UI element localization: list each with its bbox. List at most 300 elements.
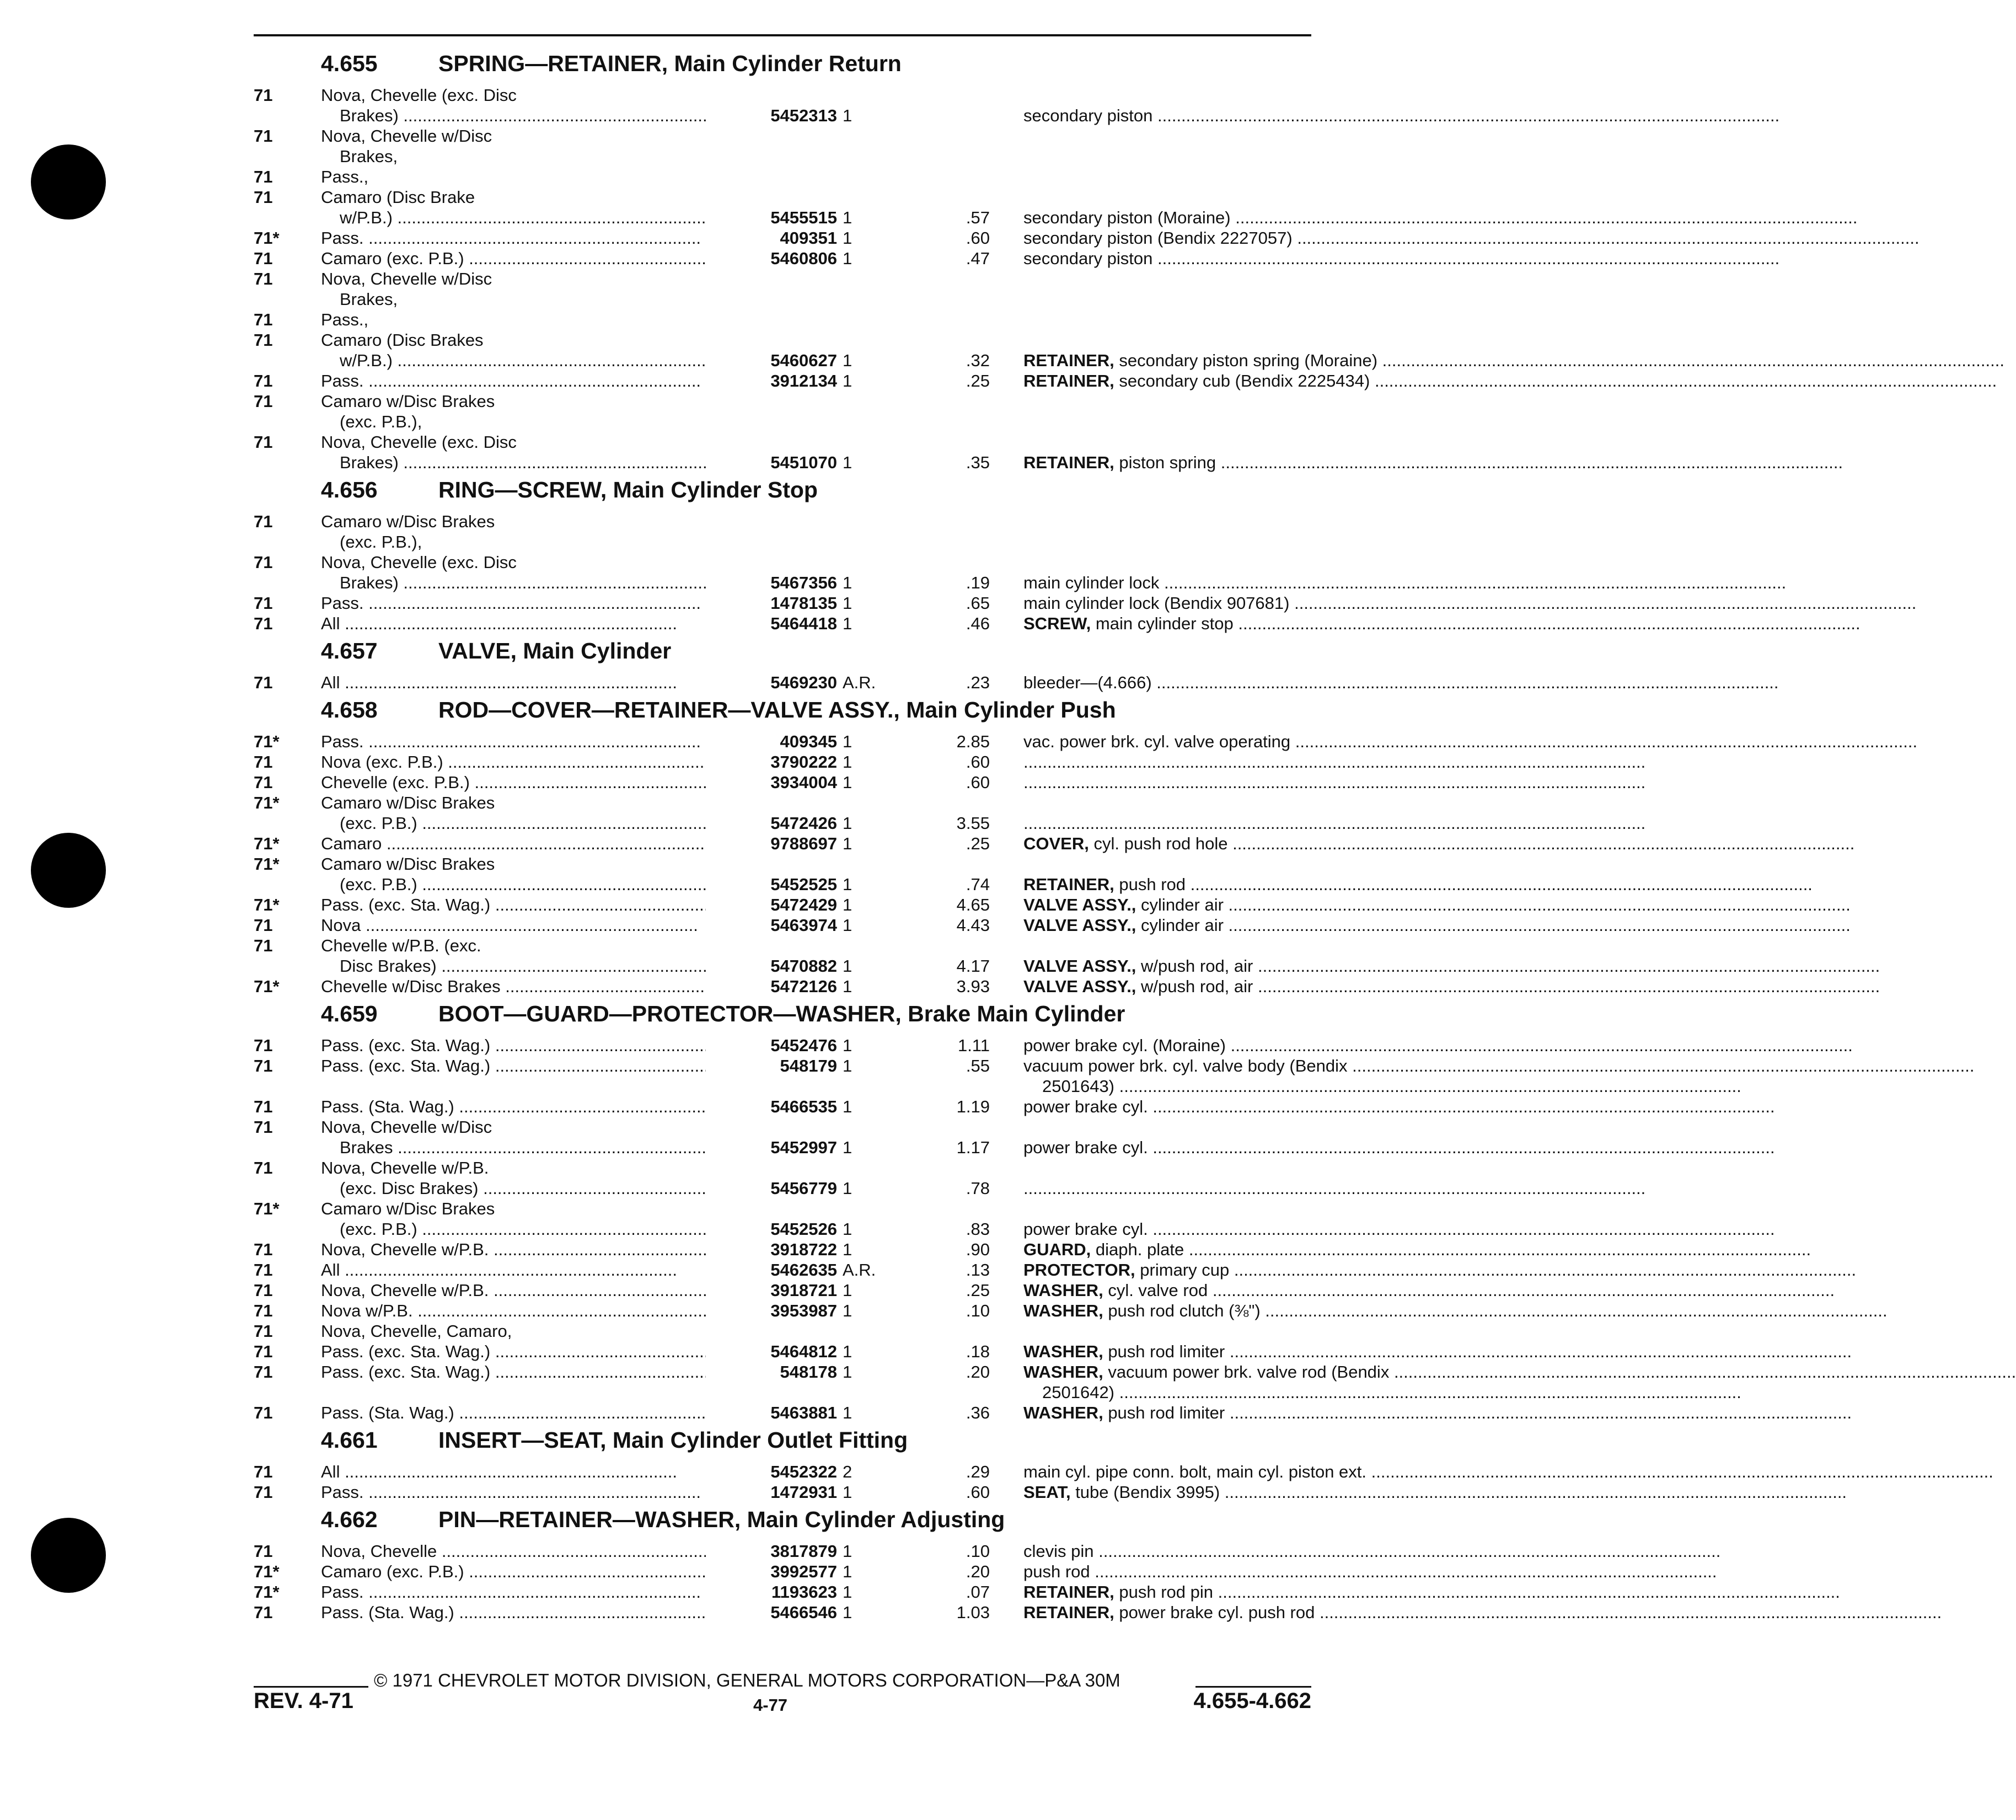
description — [1023, 895, 1312, 915]
part-number: 5455515 — [706, 207, 837, 228]
quantity: 1 — [843, 208, 852, 227]
application: Chevelle w/P.B. (exc. — [321, 936, 481, 955]
parts-row — [254, 371, 1370, 391]
description-part-name: VALVE ASSY., — [1023, 956, 1136, 976]
description-text: vac. power brk. cyl. valve operating — [1023, 732, 1291, 751]
application: Brakes, — [340, 147, 398, 166]
part-number: 3790222 — [706, 752, 837, 772]
parts-row — [254, 1462, 1367, 1482]
part-number: 5456779 — [706, 1178, 837, 1198]
model-year: 71 — [254, 1036, 273, 1055]
description-part-name: VALVE ASSY., — [1023, 977, 1136, 996]
description — [1023, 350, 1378, 371]
parts-row — [254, 1239, 1312, 1260]
model-year: 71 — [254, 167, 273, 186]
application: Nova, Chevelle w/P.B. — [321, 1158, 489, 1177]
quantity: 1 — [843, 1138, 852, 1157]
application: Nova, Chevelle (exc. Disc — [321, 553, 517, 572]
parts-row — [254, 1602, 1315, 1623]
quantity: 1 — [843, 1342, 852, 1361]
application: Pass. (exc. Sta. Wag.) ..... — [321, 895, 823, 915]
section-number: 4.658 — [321, 697, 378, 722]
model-year: 71 — [254, 752, 273, 772]
model-year: 71 — [254, 773, 273, 792]
parts-row — [254, 1321, 1312, 1341]
description-text: vacuum power brk. valve rod (Bendix — [1108, 1362, 1390, 1382]
parts-row — [254, 813, 1312, 833]
application: (exc. P.B.) ..... — [340, 1219, 823, 1239]
description-part-name: RETAINER, — [1023, 1603, 1114, 1622]
part-number: 5469230 — [706, 672, 837, 693]
quantity: 1 — [843, 1482, 852, 1502]
part-number: 5452322 — [706, 1462, 837, 1482]
part-number: 5452997 — [706, 1137, 837, 1158]
quantity: 1 — [843, 956, 852, 976]
description — [1023, 613, 1312, 634]
description-part-name: WASHER, — [1023, 1281, 1103, 1300]
parts-row — [254, 167, 1312, 187]
description-text: secondary piston — [1023, 249, 1153, 268]
description-text: w/push rod, air — [1141, 956, 1253, 976]
application: Nova, Chevelle, Camaro, — [321, 1321, 512, 1341]
part-number: 5462635 — [706, 1260, 837, 1280]
parts-row — [254, 1219, 1312, 1239]
description-part-name: RETAINER, — [1023, 875, 1114, 894]
part-number: 5452476 — [706, 1035, 837, 1056]
price: .60 — [966, 773, 990, 792]
parts-row — [254, 105, 1312, 126]
part-number: 5460806 — [706, 248, 837, 269]
description — [1042, 1382, 1331, 1403]
model-year: 71* — [254, 732, 280, 751]
description — [1023, 1280, 1312, 1300]
model-year: 71 — [254, 553, 273, 572]
part-number: 1478135 — [706, 593, 837, 613]
application: Pass. ..... — [321, 228, 823, 248]
part-number: 3912134 — [706, 371, 837, 391]
description — [1023, 1582, 1312, 1602]
parts-row — [254, 309, 1312, 330]
price: 1.17 — [956, 1138, 990, 1157]
description — [1023, 1462, 1367, 1482]
parts-row — [254, 672, 1312, 693]
section-number: 4.655 — [321, 51, 378, 76]
model-year: 71 — [254, 1240, 273, 1259]
description-text: diaph. plate — [1095, 1240, 1184, 1259]
model-year: 71 — [254, 593, 273, 613]
part-number: 5466546 — [706, 1602, 837, 1623]
application: Brakes) ..... — [340, 452, 823, 473]
description-text: main cylinder stop — [1095, 614, 1234, 633]
application: Pass. ..... — [321, 1482, 823, 1502]
model-year: 71 — [254, 371, 273, 390]
application: Pass. (Sta. Wag.) ..... — [321, 1403, 823, 1423]
binder-hole-middle — [31, 833, 106, 908]
description-part-name: RETAINER, — [1023, 351, 1114, 370]
quantity: 1 — [843, 249, 852, 268]
parts-row — [254, 1198, 1312, 1219]
model-year: 71 — [254, 1362, 273, 1382]
application: Camaro w/Disc Brakes — [321, 512, 495, 531]
application: Disc Brakes) ..... — [340, 956, 823, 976]
application: Camaro w/Disc Brakes — [321, 1199, 495, 1218]
section-number: 4.656 — [321, 477, 378, 502]
price: 3.93 — [956, 977, 990, 996]
part-number: 409345 — [706, 731, 837, 752]
description-text: cylinder air — [1141, 916, 1224, 935]
description — [1023, 1341, 1312, 1362]
section-title: SPRING—RETAINER, Main Cylinder Return — [438, 51, 902, 76]
price: .65 — [966, 593, 990, 613]
parts-row — [254, 411, 1312, 432]
application: (exc. P.B.) ..... — [340, 874, 823, 895]
parts-row — [254, 1137, 1312, 1158]
quantity: 1 — [843, 614, 852, 633]
description — [1023, 1260, 1312, 1280]
description-text: push rod — [1119, 875, 1186, 894]
quantity: 1 — [843, 1179, 852, 1198]
description-leader — [1023, 813, 1312, 833]
application: Pass. (exc. Sta. Wag.) ..... — [321, 1362, 823, 1382]
description-part-name: WASHER, — [1023, 1362, 1103, 1382]
description-text: cylinder air — [1141, 895, 1224, 914]
quantity: 1 — [843, 773, 852, 792]
application: Pass. (Sta. Wag.) ..... — [321, 1096, 823, 1117]
model-year: 71 — [254, 126, 273, 146]
description-part-name: COVER, — [1023, 834, 1089, 853]
application: Camaro w/Disc Brakes — [321, 793, 495, 812]
description-text: bleeder—(4.666) — [1023, 673, 1152, 692]
description-text: vacuum power brk. cyl. valve body (Bendix — [1023, 1056, 1348, 1075]
price: .29 — [966, 1462, 990, 1481]
parts-row — [254, 593, 1312, 613]
price: .74 — [966, 875, 990, 894]
parts-row — [254, 330, 1312, 350]
price: .07 — [966, 1582, 990, 1602]
parts-row — [254, 207, 1312, 228]
quantity: 1 — [843, 1219, 852, 1239]
parts-row — [254, 187, 1312, 207]
application: Pass. ..... — [321, 371, 823, 391]
quantity: 1 — [843, 1403, 852, 1422]
description — [1023, 593, 1312, 613]
description-text: secondary piston (Bendix 2227057) — [1023, 228, 1293, 248]
description-text: cyl. push rod hole — [1093, 834, 1228, 853]
parts-row — [254, 1582, 1312, 1602]
parts-row — [254, 1482, 1312, 1502]
part-number: 5451070 — [706, 452, 837, 473]
model-year: 71* — [254, 834, 280, 853]
description-part-name: WASHER, — [1023, 1342, 1103, 1361]
parts-row — [254, 731, 1312, 752]
application: (exc. Disc Brakes) ..... — [340, 1178, 823, 1198]
description-part-name: RETAINER, — [1023, 453, 1114, 472]
model-year: 71 — [254, 1117, 273, 1137]
application: Pass. (exc. Sta. Wag.) ..... — [321, 1341, 823, 1362]
parts-row — [254, 854, 1312, 874]
parts-row — [254, 228, 1312, 248]
part-number: 3918722 — [706, 1239, 837, 1260]
model-year: 71 — [254, 392, 273, 411]
section-title: PIN—RETAINER—WASHER, Main Cylinder Adjusting — [438, 1507, 1005, 1532]
price: .60 — [966, 1482, 990, 1502]
description-text: secondary piston (Moraine) — [1023, 208, 1231, 227]
application: Camaro w/Disc Brakes — [321, 392, 495, 411]
price: .25 — [966, 834, 990, 853]
description — [1023, 1602, 1315, 1623]
description — [1023, 1362, 1390, 1382]
section-number: 4.659 — [321, 1001, 378, 1026]
description-text: secondary piston spring (Moraine) — [1119, 351, 1378, 370]
model-year: 71 — [254, 249, 273, 268]
application: Camaro (exc. P.B.) ..... — [321, 248, 823, 269]
parts-row — [254, 511, 1312, 532]
quantity: 1 — [843, 1301, 852, 1320]
parts-row — [254, 391, 1312, 411]
model-year: 71* — [254, 1199, 280, 1218]
application: Pass. (exc. Sta. Wag.) ..... — [321, 1056, 823, 1076]
description — [1023, 915, 1312, 935]
application: w/P.B.) ..... — [340, 207, 823, 228]
application: Pass., — [321, 167, 369, 186]
parts-row — [254, 1382, 1312, 1403]
part-number: 548179 — [706, 1056, 837, 1076]
description-part-name: RETAINER, — [1023, 1582, 1114, 1602]
description-text: push rod pin — [1119, 1582, 1214, 1602]
description-part-name: WASHER, — [1023, 1301, 1103, 1320]
parts-row — [254, 1260, 1312, 1280]
price: .10 — [966, 1301, 990, 1320]
section-header — [254, 634, 1312, 672]
model-year: 71 — [254, 1342, 273, 1361]
parts-row — [254, 532, 1312, 552]
parts-row — [254, 452, 1312, 473]
price: .47 — [966, 249, 990, 268]
description — [1023, 1035, 1312, 1056]
model-year: 71* — [254, 793, 280, 812]
model-year: 71 — [254, 936, 273, 955]
quantity: 1 — [843, 895, 852, 914]
part-number: 5452313 — [706, 105, 837, 126]
description-text: power brake cyl. — [1023, 1219, 1148, 1239]
description-text: 2501642) — [1042, 1383, 1115, 1402]
model-year: 71 — [254, 188, 273, 207]
part-number: 5460627 — [706, 350, 837, 371]
model-year: 71 — [254, 432, 273, 452]
application: Camaro (Disc Brakes — [321, 330, 484, 350]
quantity: 1 — [843, 732, 852, 751]
quantity: 1 — [843, 1281, 852, 1300]
price: .23 — [966, 673, 990, 692]
description-text: push rod limiter — [1108, 1403, 1225, 1422]
quantity: 1 — [843, 813, 852, 833]
model-year: 71 — [254, 673, 273, 692]
quantity: 1 — [843, 573, 852, 592]
parts-row — [254, 1280, 1312, 1300]
parts-row — [254, 956, 1312, 976]
part-number: 5470882 — [706, 956, 837, 976]
parts-row — [254, 772, 1312, 793]
quantity: A.R. — [843, 1260, 876, 1280]
parts-row — [254, 613, 1312, 634]
price: 1.11 — [957, 1036, 990, 1055]
parts-row — [254, 935, 1312, 956]
application: Nova, Chevelle (exc. Disc — [321, 85, 517, 105]
description-text: push rod clutch (⅜") — [1108, 1301, 1261, 1320]
application: Camaro (Disc Brake — [321, 188, 475, 207]
model-year: 71 — [254, 1462, 273, 1481]
quantity: 1 — [843, 834, 852, 853]
parts-row — [254, 126, 1312, 146]
quantity: 1 — [843, 916, 852, 935]
price: 4.43 — [956, 916, 990, 935]
application: Pass. ..... — [321, 731, 823, 752]
quantity: A.R. — [843, 673, 876, 692]
application: All ..... — [321, 1462, 823, 1482]
description — [1023, 1300, 1312, 1321]
description-text: clevis pin — [1023, 1541, 1094, 1561]
price: .20 — [966, 1562, 990, 1581]
section-number: 4.657 — [321, 638, 378, 663]
description — [1023, 1137, 1312, 1158]
parts-catalog-content — [254, 46, 1390, 1623]
parts-row — [254, 1362, 1390, 1382]
quantity: 1 — [843, 1603, 852, 1622]
section-header — [254, 997, 1312, 1035]
price: .36 — [966, 1403, 990, 1422]
quantity: 1 — [843, 752, 852, 772]
parts-row — [254, 895, 1312, 915]
model-year: 71 — [254, 614, 273, 633]
price: .20 — [966, 1362, 990, 1382]
model-year: 71 — [254, 1321, 273, 1341]
description-text: piston spring — [1119, 453, 1216, 472]
description — [1023, 976, 1312, 997]
description-part-name: PROTECTOR, — [1023, 1260, 1135, 1280]
parts-row — [254, 1158, 1312, 1178]
application: w/P.B.) ..... — [340, 350, 823, 371]
part-number: 3992577 — [706, 1561, 837, 1582]
top-rule — [254, 34, 1311, 36]
description — [1023, 105, 1312, 126]
application: All ..... — [321, 613, 823, 634]
description-text: secondary piston — [1023, 106, 1153, 125]
price: 2.85 — [956, 732, 990, 751]
section-header — [254, 693, 1312, 731]
description — [1023, 1561, 1312, 1582]
model-year: 71 — [254, 1403, 273, 1422]
price: 1.03 — [956, 1603, 990, 1622]
parts-row — [254, 248, 1312, 269]
part-number: 9788697 — [706, 833, 837, 854]
application: All ..... — [321, 672, 823, 693]
quantity: 1 — [843, 1097, 852, 1116]
price: .83 — [966, 1219, 990, 1239]
description — [1023, 1239, 1312, 1260]
parts-row — [254, 1035, 1312, 1056]
description-leader — [1023, 772, 1312, 793]
application: Brakes) ..... — [340, 105, 823, 126]
description — [1023, 833, 1312, 854]
description — [1023, 956, 1312, 976]
binder-hole-top — [31, 144, 106, 220]
parts-row — [254, 915, 1312, 935]
description-part-name: RETAINER, — [1023, 371, 1114, 390]
description-text: main cyl. pipe conn. bolt, main cyl. piston ext. — [1023, 1462, 1367, 1481]
section-header — [254, 473, 1312, 511]
footer-revision: REV. 4-71 — [254, 1689, 353, 1713]
description-leader — [1023, 752, 1312, 772]
footer-rule-right — [1195, 1686, 1311, 1688]
quantity: 2 — [843, 1462, 852, 1481]
footer-rule-left — [254, 1686, 368, 1688]
application: Camaro (exc. P.B.) ..... — [321, 1561, 823, 1582]
parts-row — [254, 432, 1312, 452]
price: .13 — [966, 1260, 990, 1280]
quantity: 1 — [843, 1056, 852, 1075]
application: Nova, Chevelle w/P.B. ..... — [321, 1280, 823, 1300]
application: Chevelle (exc. P.B.) ..... — [321, 772, 823, 793]
quantity: 1 — [843, 977, 852, 996]
description — [1023, 672, 1312, 693]
binder-hole-bottom — [31, 1518, 106, 1593]
model-year: 71 — [254, 1301, 273, 1320]
part-number: 5463974 — [706, 915, 837, 935]
section-title: RING—SCREW, Main Cylinder Stop — [438, 477, 818, 502]
application: Camaro ..... — [321, 833, 823, 854]
section-header — [254, 1423, 1312, 1462]
description — [1023, 371, 1370, 391]
model-year: 71 — [254, 330, 273, 350]
price: 4.17 — [956, 956, 990, 976]
quantity: 1 — [843, 371, 852, 390]
description-text: power brake cyl. — [1023, 1138, 1148, 1157]
model-year: 71 — [254, 1097, 273, 1116]
description-text: power brake cyl. push rod — [1119, 1603, 1315, 1622]
price: .78 — [966, 1179, 990, 1198]
footer-copyright: © 1971 CHEVROLET MOTOR DIVISION, GENERAL MOTORS CORPORATION—P&A 30M — [374, 1670, 1120, 1690]
model-year: 71 — [254, 1603, 273, 1622]
description-part-name: SEAT, — [1023, 1482, 1071, 1502]
section-title: INSERT—SEAT, Main Cylinder Outlet Fitting — [438, 1427, 908, 1453]
application: Brakes) ..... — [340, 572, 823, 593]
application: Pass., — [321, 310, 369, 329]
application: (exc. P.B.), — [340, 412, 422, 431]
part-number: 5464418 — [706, 613, 837, 634]
model-year: 71* — [254, 1582, 280, 1602]
parts-row — [254, 1403, 1312, 1423]
parts-row — [254, 85, 1312, 105]
footer-section-range: 4.655-4.662 — [1193, 1689, 1311, 1713]
quantity: 1 — [843, 1541, 852, 1561]
price: .25 — [966, 371, 990, 390]
parts-row — [254, 350, 1378, 371]
parts-row — [254, 976, 1312, 997]
parts-row — [254, 1117, 1312, 1137]
description-part-name: VALVE ASSY., — [1023, 895, 1136, 914]
price: .57 — [966, 208, 990, 227]
model-year: 71 — [254, 916, 273, 935]
description — [1023, 1056, 1348, 1076]
description-text: power brake cyl. — [1023, 1097, 1148, 1116]
description-part-name: VALVE ASSY., — [1023, 916, 1136, 935]
parts-row — [254, 752, 1312, 772]
model-year: 71 — [254, 1158, 273, 1177]
quantity: 1 — [843, 875, 852, 894]
application: All ..... — [321, 1260, 823, 1280]
application: (exc. P.B.), — [340, 532, 422, 552]
quantity: 1 — [843, 1362, 852, 1382]
